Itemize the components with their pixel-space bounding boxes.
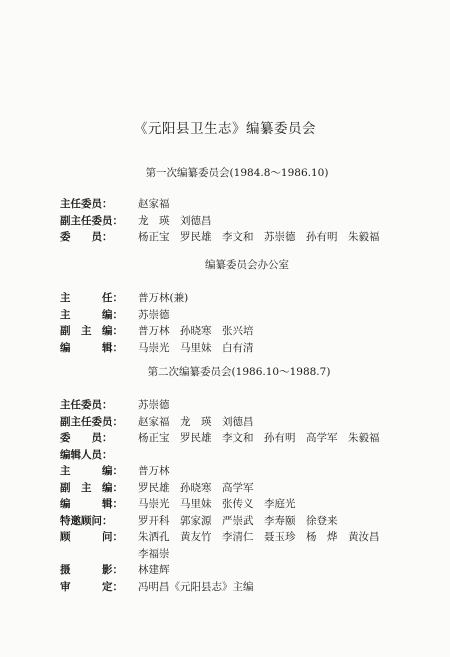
row-label: 编辑人员：: [60, 448, 113, 461]
row-value: 杨正宝 罗民雄 李文和 苏崇德 孙有明 朱毅福: [138, 231, 380, 243]
row-value: 冯明昌《元阳县志》主编: [138, 580, 254, 593]
office-row: [60, 290, 440, 307]
committee2-row: [60, 430, 440, 447]
row-label: 副 主 编：: [60, 481, 123, 494]
committee2-row: [60, 496, 440, 513]
row-value: 林建辉: [138, 564, 170, 576]
row-label: 主 任：: [60, 292, 123, 304]
committee2-list: [60, 397, 440, 595]
row-label: 委 员：: [60, 231, 113, 243]
committee2-row: [60, 414, 440, 431]
row-label: 副 主 编：: [60, 325, 123, 337]
row-label: 主任委员：: [60, 198, 113, 210]
row-value: 马崇光 马里妹 张传义 李庭光: [138, 498, 296, 510]
row-value: 龙 瑛 刘德昌: [138, 214, 212, 227]
committee2-row: [60, 463, 440, 480]
row-value: 马崇光 马里妹 白有清: [138, 341, 254, 354]
row-label: 特邀顾问：: [60, 514, 113, 527]
committee2-row: [60, 579, 440, 596]
row-value: 普万林(兼): [138, 292, 189, 304]
committee1-row: [60, 229, 440, 246]
row-value: 杨正宝 罗民雄 李文和 孙有明 高学军 朱毅福: [138, 432, 380, 444]
committee2-row: [60, 546, 440, 563]
row-label: 委 员：: [60, 432, 113, 444]
committee1-row: [60, 213, 440, 230]
row-value: 李福崇: [138, 547, 170, 560]
row-label: 编 辑：: [60, 341, 123, 354]
committee2-row: [60, 480, 440, 497]
office-row: [60, 340, 440, 357]
row-value: 普万林: [138, 465, 170, 477]
row-label: 副主任委员：: [60, 214, 123, 227]
office-row: [60, 323, 440, 340]
committee2-row: [60, 513, 440, 530]
committee1-heading: 第一次编纂委员会(1984.8～1986.10): [145, 167, 329, 179]
row-value: 苏崇德: [138, 308, 170, 321]
page-title: 《元阳县卫生志》编纂委员会: [134, 121, 316, 137]
row-value: 赵家福 龙 瑛 刘德昌: [138, 415, 254, 428]
row-value: 朱洒孔 黄友竹 李清仁 聂玉珍 杨 烨 黄汝昌: [138, 531, 380, 543]
row-label: 编 辑：: [60, 498, 123, 510]
committee2-heading: 第二次编纂委员会(1986.10～1988.7): [147, 366, 331, 378]
row-label: 顾 问：: [60, 531, 123, 543]
row-value: 罗民雄 孙晓寒 高学军: [138, 481, 254, 494]
row-label: 主任委员：: [60, 399, 113, 411]
row-label: 主 编：: [60, 465, 123, 477]
committee1-row: [60, 196, 440, 213]
committee1-list: [60, 196, 440, 246]
committee2-row: [60, 447, 440, 464]
row-value: 赵家福: [138, 198, 170, 210]
committee2-row: [60, 529, 440, 546]
row-label: 审 定：: [60, 580, 123, 593]
office-row: [60, 307, 440, 324]
row-label: 副主任委员：: [60, 415, 123, 428]
row-value: 罗开科 郭家源 严崇武 李寿颐 徐登来: [138, 514, 338, 527]
row-value: 苏崇德: [138, 399, 170, 411]
committee2-row: [60, 562, 440, 579]
row-label: 主 编：: [60, 308, 123, 321]
committee2-row: [60, 397, 440, 414]
office-list: [60, 290, 440, 356]
row-value: 普万林 孙晓寒 张兴培: [138, 325, 254, 337]
office-heading: 编纂委员会办公室: [205, 259, 289, 271]
row-label: 摄 影：: [60, 564, 123, 576]
